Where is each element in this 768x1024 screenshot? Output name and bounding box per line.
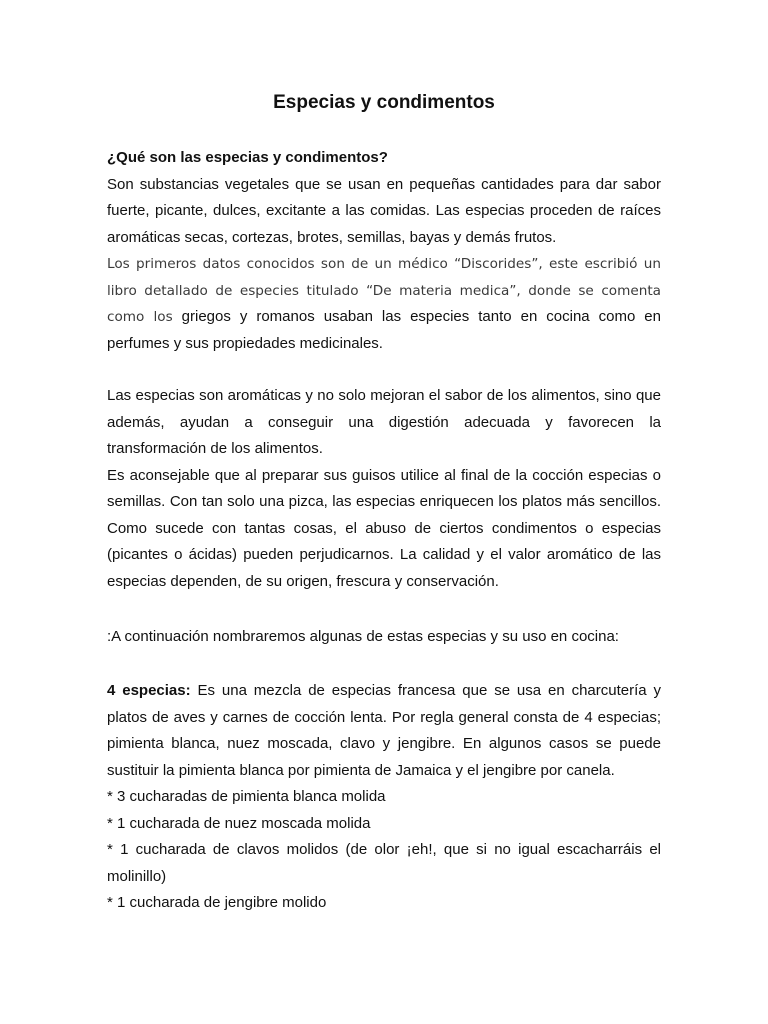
list-item: * 3 cucharadas de pimienta blanca molida [107,788,386,805]
history-rest-text: griegos y romanos usaban las especies tanto en cocina como en perfumes y sus propiedades medicinales. [107,308,661,352]
paragraph-advice: Es aconsejable que al preparar sus guisos utilice al final de la cocción especias o semillas. Con tan solo una pizca, las especias enriquecen los platos más sencillos. Como sucede con tantas cosas, el abuso de ciertos condimentos o especias (picantes o ácidas) pueden perjudicarnos. La calidad y el valor aromático de las especias dependen, de su origen, frescura y conservación. [107,466,661,590]
section-what-are-spices [107,145,661,357]
history-lead-text: Los primeros datos conocidos son de un médico “Discorides”, este escribió un libro detallado de especies titulado “De materia medica”, donde se comenta como los [107,256,661,325]
paragraph-history [107,251,661,357]
entry-paragraph [107,678,661,784]
entry-description: Es una mezcla de especias francesa que se usa en charcutería y platos de aves y carnes de cocción lenta. Por regla general consta de 4 especias; pimienta blanca, nuez moscada, clavo y jengibre. En algunos casos se puede sustituir la pimienta blanca por pimienta de Jamaica y el jengibre por canela. [107,682,661,779]
list-intro [107,624,661,651]
section-benefits [107,383,661,595]
list-item: * 1 cucharada de nuez moscada molida [107,814,371,832]
list-item: * 1 cucharada de jengibre molido [107,894,327,911]
list-item: * 1 cucharada de clavos molidos (de olor ¡eh!, que si no igual escacharráis el molinillo) [107,841,661,885]
entry-name: 4 especias: [107,682,191,699]
page-title: Especias y condimentos [273,92,495,113]
paragraph-definition: Son substancias vegetales que se usan en pequeñas cantidades para dar sabor fuerte, picante, dulces, excitante a las comidas. Las especias proceden de raíces aromáticas secas, cortezas, brotes, semillas, bayas y demás frutos. [107,175,661,246]
paragraph-benefits: Las especias son aromáticas y no solo mejoran el sabor de los alimentos, sino que además, ayudan a conseguir una digestión adecuada y favorecen la transformación de los alimentos. [107,387,661,457]
entry-4-especias [107,678,661,917]
section-heading: ¿Qué son las especias y condimentos? [107,149,388,166]
paragraph-list-intro: :A continuación nombraremos algunas de estas especias y su uso en cocina: [107,628,619,645]
